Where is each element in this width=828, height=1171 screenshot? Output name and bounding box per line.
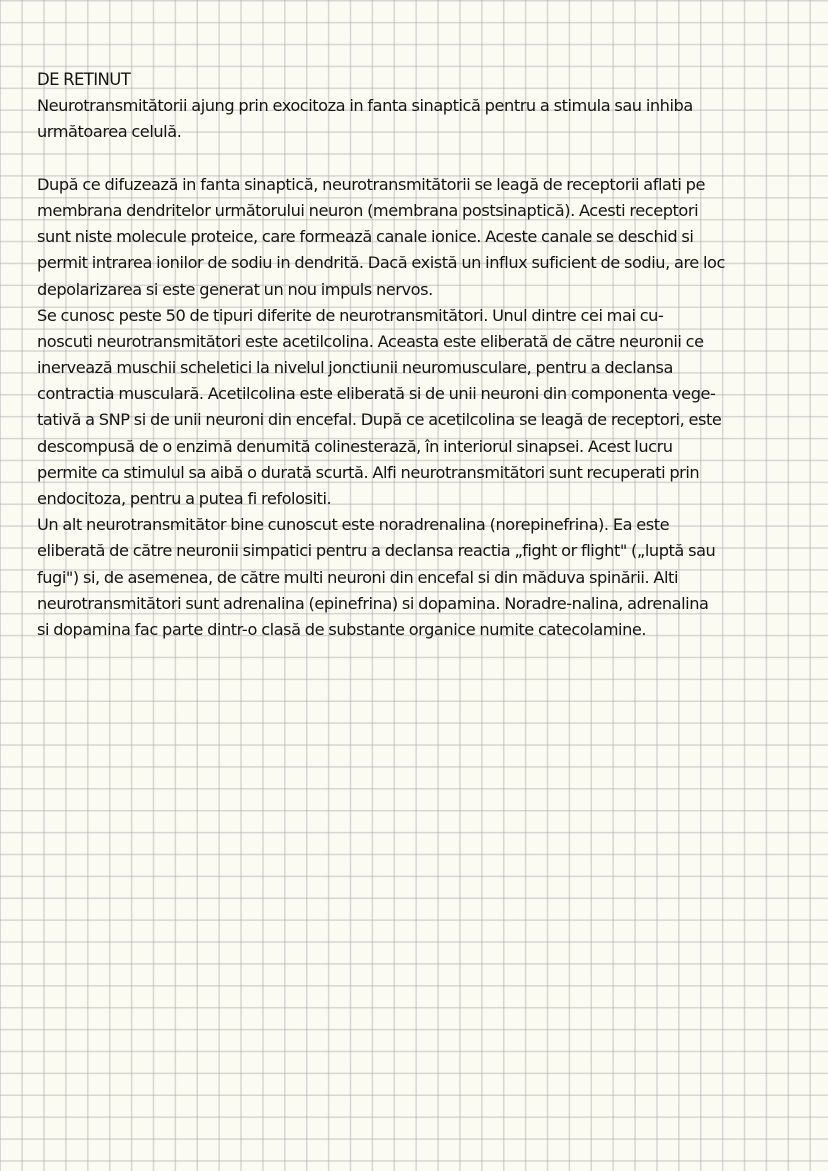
text-line: tativă a SNP si de unii neuroni din encefal. După ce acetilcolina se leagă de receptori, este [37, 410, 722, 430]
text-line: descompusă de o enzimă denumită colinesterază, în interiorul sinapsei. Acest lucru [37, 436, 673, 456]
text-line: inervează muschii scheletici la nivelul jonctiunii neuromusculare, pentru a declansa [37, 358, 673, 378]
text-line: noscuti neurotransmitători este acetilcolina. Aceasta este eliberată de către neuronii ce [37, 331, 704, 351]
paragraph-spacer [37, 146, 817, 172]
text-line: După ce difuzează in fanta sinaptică, neurotransmitătorii se leagă de receptorii aflati pe [37, 174, 705, 194]
note-page [37, 67, 817, 643]
note-heading: DE RETINUT [37, 70, 131, 89]
text-line: neurotransmitători sunt adrenalina (epinefrina) si dopamina. Noradre-nalina, adrenalina [37, 593, 709, 613]
text-line: permite ca stimulul sa aibă o durată scurtă. Alfi neurotransmitători sunt recuperati prin [37, 462, 700, 482]
text-line: membrana dendritelor următorului neuron (membrana postsinaptică). Acesti receptori [37, 200, 699, 220]
text-line: contractia musculară. Acetilcolina este eliberată si de unii neuroni din componenta vege- [37, 384, 716, 404]
text-line: sunt niste molecule proteice, care formează canale ionice. Aceste canale se deschid si [37, 227, 694, 247]
paragraph-receptors [37, 172, 817, 303]
text-line: endocitoza, pentru a putea fi refolositi. [37, 489, 332, 508]
text-line: următoarea celulă. [37, 122, 182, 142]
paragraph-noradrenaline [37, 512, 817, 643]
text-line: permit intrarea ionilor de sodiu in dendrită. Dacă există un influx suficient de sodiu, are loc [37, 253, 725, 273]
text-line: Neurotransmitătorii ajung prin exocitoza in fanta sinaptică pentru a stimula sau inhiba [37, 96, 693, 116]
text-line: fugi") si, de asemenea, de către multi neuroni din encefal si din măduva spinării. Alti [37, 567, 678, 587]
text-line: depolarizarea si este generat un nou impuls nervos. [37, 279, 433, 299]
text-line: si dopamina fac parte dintr-o clasă de substante organice numite catecolamine. [37, 619, 647, 639]
text-line: Se cunosc peste 50 de tipuri diferite de neurotransmitători. Unul dintre cei mai cu- [37, 305, 664, 325]
text-line: eliberată de către neuronii simpatici pentru a declansa reactia „fight or flight" („luptă sau [37, 541, 716, 561]
paragraph-exocytosis [37, 93, 817, 145]
paragraph-acetylcholine [37, 303, 817, 513]
text-line: Un alt neurotransmitător bine cunoscut este noradrenalina (norepinefrina). Ea este [37, 515, 670, 535]
